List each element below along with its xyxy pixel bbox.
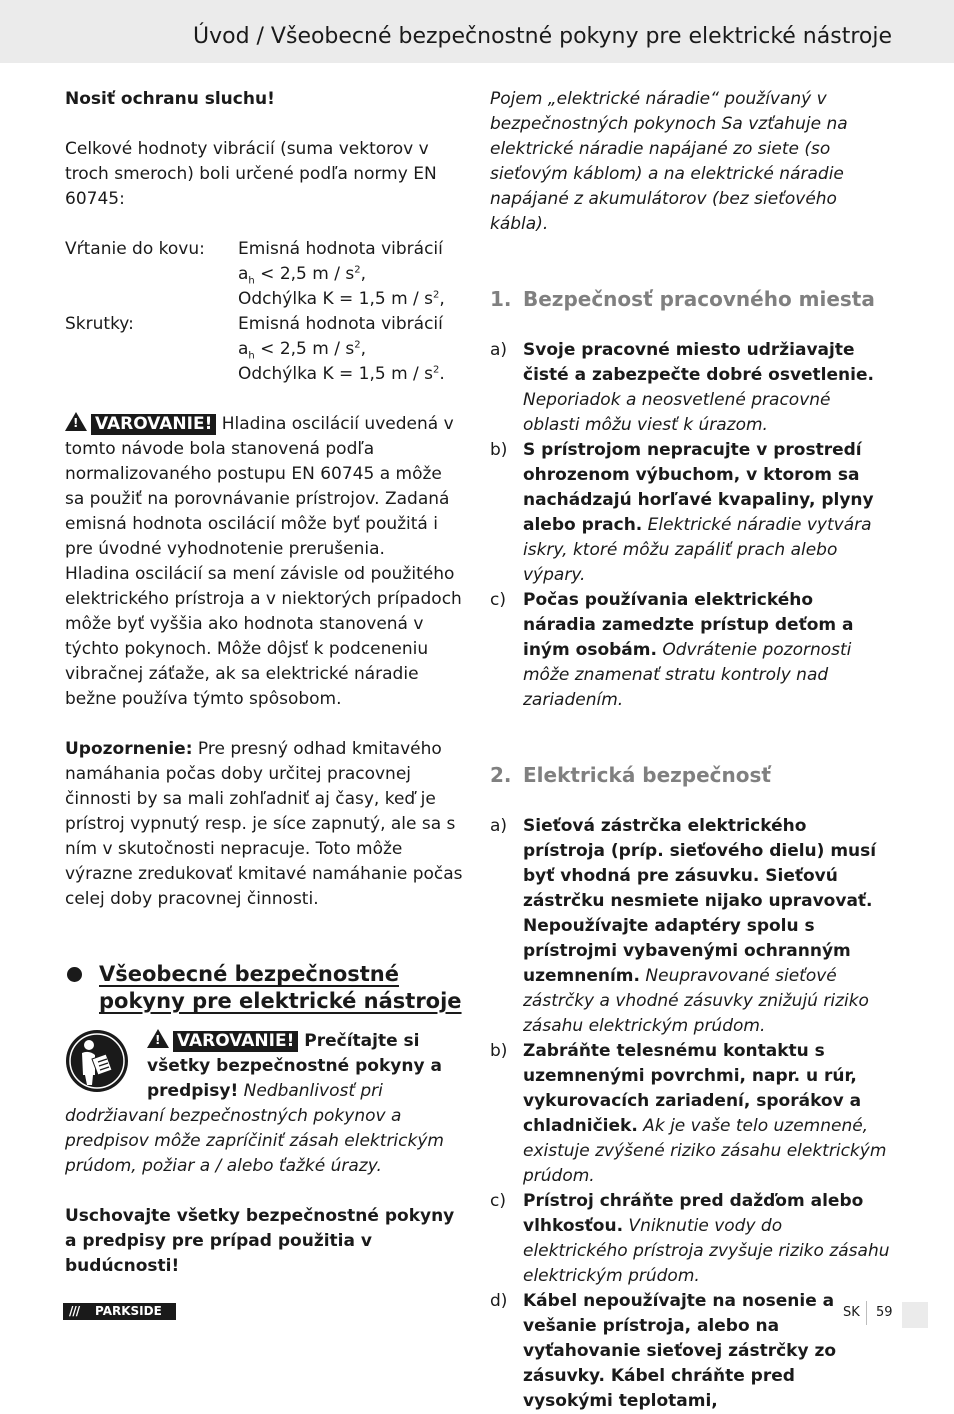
note-label: Upozornenie: xyxy=(65,739,193,759)
read-instructions-text: !VAROVANIE! Prečítajte si všetky bezpečnostné pokyny a predpisy! Nedbanlivosť pri dodržiavaní bezpečnostných pokynov a predpisov môže zapríčiniť zásah elektrickým prúdom, požiar a / alebo ťažké úrazy. xyxy=(65,1029,465,1179)
read-instructions-block xyxy=(65,1029,465,1179)
emission-label: Emisná hodnota vibrácií xyxy=(238,314,443,334)
left-column xyxy=(65,87,465,1279)
warning-triangle-icon xyxy=(65,412,87,431)
logo-stripes-icon: /// xyxy=(69,1304,80,1318)
heading-workplace-safety: 1. Bezpečnosť pracovného miesta xyxy=(490,287,875,311)
definition-paragraph: Pojem „elektrické náradie“ používaný v bezpečnostných pokynoch Sa vzťahuje na elektrické náradie napájané zo siete (so sieťovým káblom) a na elektrické náradie napájané z akumulátorov (bez sieťového kábla). xyxy=(490,89,848,234)
k-value: Odchýlka K = 1,5 m / $s^2$. xyxy=(238,364,445,384)
section-heading-general-safety: Všeobecné bezpečnostné pokyny pre elektrické nástroje xyxy=(65,961,465,1015)
warning-triangle-icon xyxy=(147,1029,169,1048)
emission-label: Emisná hodnota vibrácií xyxy=(238,239,443,259)
list-item: b) Zabráňte telesnému kontaktu s uzemnenými povrchmi, napr. u rúr, vykurovacích zariadení, sporákov a chladničiek. Ak je vaše telo uzemnené, existuje zvýšené riziko zásahu elektrickým prúdom. xyxy=(490,1041,887,1186)
page-number: 59 xyxy=(876,1305,893,1320)
note-paragraph: Upozornenie: Pre presný odhad kmitavého namáhania počas doby určitej pracovnej činnosti by sa mali zohľadniť aj časy, keď je prístroj vypnutý resp. je síce zapnutý, ale sa s ním v skutočnosti nepracuje. Toto môže výrazne zredukovať kmitavé namáhanie počas celej doby pracovnej činnosti. xyxy=(65,739,463,909)
vibration-row-screws xyxy=(65,312,465,387)
vibration-warning: !VAROVANIE! Hladina oscilácií uvedená v tomto návode bola stanovená podľa normalizovaného postupu EN 60745 a môže sa použiť na porovnávanie prístrojov. Zadaná emisná hodnota oscilácií môže byť použitá i pre úvodné vyhodnotenie prerušenia. xyxy=(65,412,465,562)
warning-badge: VAROVANIE! xyxy=(173,1031,298,1052)
vibration-label: Vŕtanie do kovu: xyxy=(65,239,205,259)
heading-electrical-safety: 2. Elektrická bezpečnosť xyxy=(490,763,771,787)
vibration-row-drilling xyxy=(65,237,465,312)
list-item: a) Svoje pracovné miesto udržiavajte čisté a zabezpečte dobré osvetlenie. Neporiadok a neosvetlené pracovné oblasti môžu viesť k úrazom. xyxy=(490,340,874,435)
read-manual-icon xyxy=(65,1029,129,1093)
ah-value: $a_h < 2,5$ m / $s^2$, xyxy=(238,339,366,362)
brand-logo: /// PARKSIDE xyxy=(63,1303,176,1320)
list-item: c) Počas používania elektrického náradia zamedzte prístup deťom a iným osobám. Odvrátenie pozornosti môže znamenať stratu kontroly nad zariadením. xyxy=(490,590,854,710)
vibration-warning-continued: Hladina oscilácií sa mení závisle od použitého elektrického prístroja a v niektorých prípadoch môže byť vyššia ako hodnota stanovená v týchto pokynoch. Môže dôjsť k podceneniu vibračnej záťaže, ak sa elektrické náradie bežne používa týmto spôsobom. xyxy=(65,564,462,709)
ah-value: $a_h < 2,5$ m / $s^2$, xyxy=(238,264,366,287)
page-title: Úvod / Všeobecné bezpečnostné pokyny pre elektrické nástroje xyxy=(192,24,892,49)
warning-badge: VAROVANIE! xyxy=(91,414,216,435)
keep-instructions-note: Uschovajte všetky bezpečnostné pokyny a predpisy pre prípad použitia v budúcnosti! xyxy=(65,1206,455,1276)
hearing-protection-note: Nosiť ochranu sluchu! xyxy=(65,89,275,109)
footer-tab xyxy=(902,1302,928,1328)
language-code: SK xyxy=(843,1305,860,1320)
list-item: b) S prístrojom nepracujte v prostredí ohrozenom výbuchom, v ktorom sa nachádzajú horľavé kvapaliny, plyny alebo prach. Elektrické náradie vytvára iskry, ktoré môžu zapáliť prach alebo výpary. xyxy=(490,440,874,585)
right-column xyxy=(490,87,890,1414)
list-item: c) Prístroj chráňte pred dažďom alebo vlhkosťou. Vniknutie vody do elektrického prístroja zvyšuje riziko zásahu elektrickým prúdom. xyxy=(490,1191,890,1286)
list-item: a) Sieťová zástrčka elektrického prístroja (príp. sieťového dielu) musí byť vhodná pre zásuvku. Sieťovú zástrčku nesmiete nijako upravovať. Nepoužívajte adaptéry spolu s prístrojmi vybavenými ochranným uzemnením. Neupravované sieťové zástrčky a vhodné zásuvky znižujú riziko zásahu elektrickým prúdom. xyxy=(490,816,877,1036)
footer-divider xyxy=(866,1301,867,1325)
bullet-icon xyxy=(67,967,82,982)
list-item: d) Kábel nepoužívajte na nosenie a vešanie prístroja, alebo na vyťahovanie sieťovej zástrčky zo zásuvky. Kábel chráňte pred vysokými teplotami, xyxy=(490,1291,837,1411)
k-value: Odchýlka K = 1,5 m / $s^2$, xyxy=(238,289,445,309)
vibration-intro: Celkové hodnoty vibrácií (suma vektorov v troch smeroch) boli určené podľa normy EN 60745: xyxy=(65,139,437,209)
vibration-label: Skrutky: xyxy=(65,314,134,334)
